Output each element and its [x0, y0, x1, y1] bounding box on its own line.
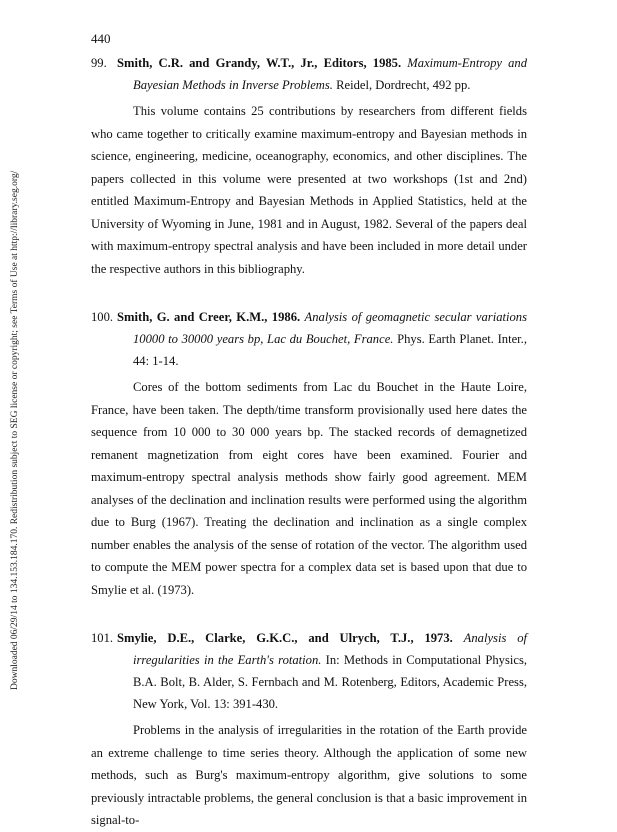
entry-authors: Smylie, D.E., Clarke, G.K.C., and Ulrych, T.J., 1973. — [117, 631, 453, 645]
entry-abstract: Cores of the bottom sediments from Lac du Bouchet in the Haute Loire, France, have been taken. The depth/time transform provisionally used here dates the sequence from 10 000 to 30 000 years bp. The stacked records of demagnetized remanent magnetization from eight cores have been examined. Fourier and maximum-entropy spectral analysis methods show fairly good agreement. MEM analyses of the declination and inclination results were performed using the algorithm due to Burg (1967). Treating the declination and inclination as a single complex number enables the analysis of the sense of rotation of the vector. The algorithm used to compute the MEM power spectra for a complex data set is based upon that due to Smylie et al. (1973). — [91, 380, 527, 597]
bibliography-body — [91, 52, 527, 832]
citation — [91, 52, 527, 96]
bibliography-entry — [91, 627, 527, 832]
entry-number: 101. — [91, 631, 114, 645]
page-number: 440 — [91, 31, 111, 46]
entry-abstract: This volume contains 25 contributions by researchers from different fields who came together to critically examine maximum-entropy and Bayesian methods in science, engineering, medicine, oceanography, economics, and other disciplines. The papers collected in this volume were presented at two workshops (1st and 2nd) entitled Maximum-Entropy and Bayesian Methods in Applied Statistics, held at the University of Wyoming in June, 1981 and in August, 1982. Several of the papers deal with maximum-entropy spectral analysis and have been included in more detail under the respective authors in this bibliography. — [91, 104, 527, 276]
entry-number: 100. — [91, 310, 114, 324]
entry-authors: Smith, C.R. and Grandy, W.T., Jr., Editors, 1985. — [117, 56, 402, 70]
entry-source: In: Methods in Computational Physics, B.A. Bolt, B. Alder, S. Fernbach and M. Rotenberg, Editors, Academic Press, New York, Vol. 13: 391-430. — [133, 653, 527, 711]
entry-title: Analysis of irregularities in the Earth's rotation. — [133, 631, 527, 667]
bibliography-entry — [91, 52, 527, 280]
entry-number: 99. — [91, 56, 107, 70]
entry-abstract: Problems in the analysis of irregularities in the rotation of the Earth provide an extreme challenge to time series theory. Although the application of some new methods, such as Burg's maximum-entropy algorithm, give solutions to some previously intractable problems, the general conclusion is that a basic improvement in signal-to- — [91, 723, 527, 827]
entry-title: Maximum-Entropy and Bayesian Methods in Inverse Problems. — [133, 56, 527, 92]
entry-source: Phys. Earth Planet. Inter., 44: 1-14. — [133, 332, 527, 368]
citation — [91, 306, 527, 372]
download-watermark: Downloaded 06/29/14 to 134.153.184.170. Redistribution subject to SEG license or copyright; see Terms of Use at http://library.seg.org/ — [10, 170, 20, 690]
entry-title: Analysis of geomagnetic secular variations 10000 to 30000 years bp, Lac du Bouchet, France. — [133, 310, 527, 346]
entry-authors: Smith, G. and Creer, K.M., 1986. — [117, 310, 301, 324]
entry-source: Reidel, Dordrecht, 492 pp. — [336, 78, 471, 92]
bibliography-entry — [91, 306, 527, 601]
citation — [91, 627, 527, 715]
